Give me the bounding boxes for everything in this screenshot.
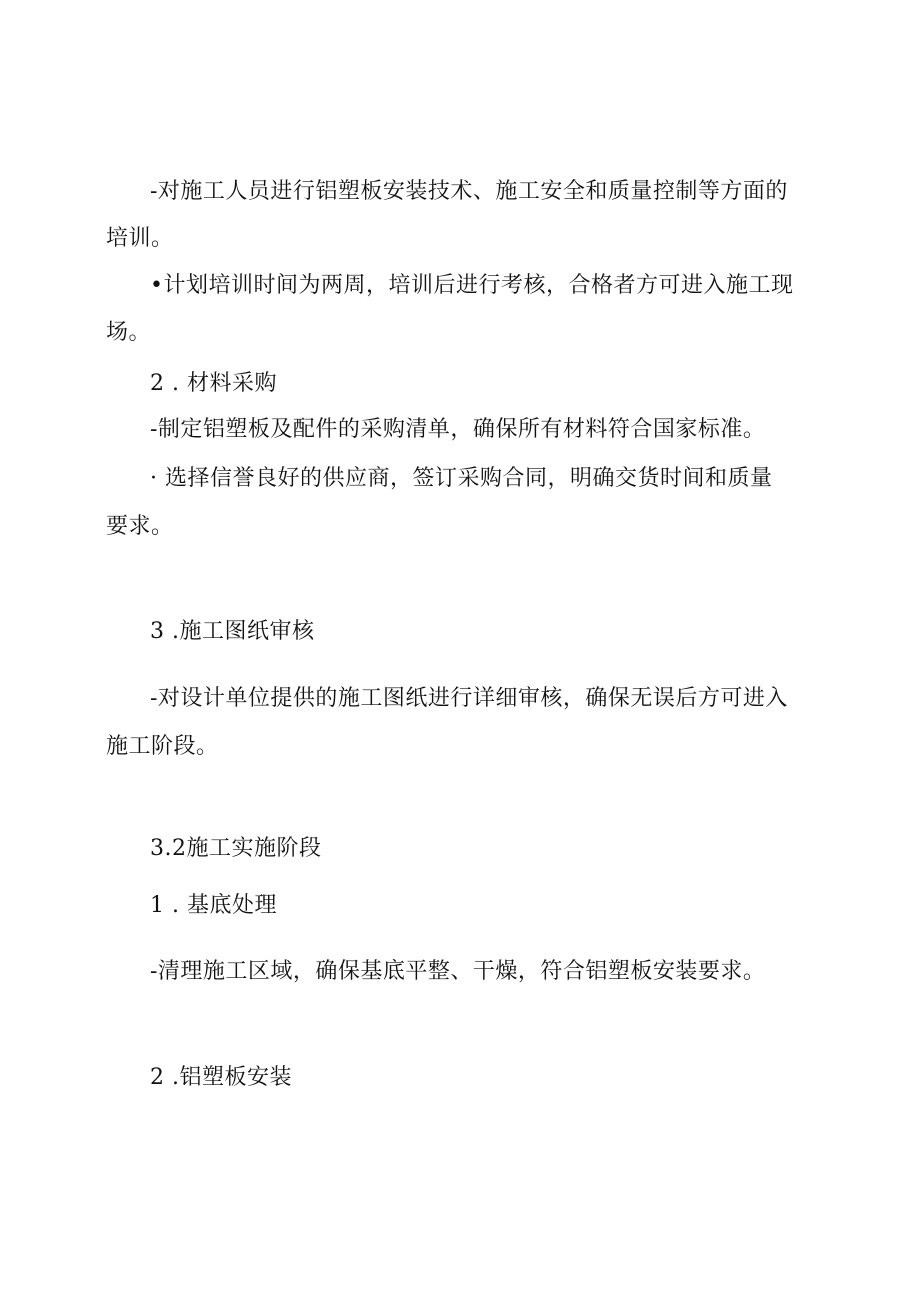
paragraph-procurement-list: -制定铝塑板及配件的采购清单，确保所有材料符合国家标准。: [150, 417, 766, 442]
heading-material-procurement: 2 . 材料采购: [150, 371, 277, 396]
heading-base-treatment: 1 . 基底处理: [150, 893, 277, 918]
heading-construction-phase: 3.2施工实施阶段: [150, 836, 322, 861]
heading-drawing-review: 3 .施工图纸审核: [150, 619, 315, 644]
paragraph-drawing-review-continued: 施工阶段。: [106, 734, 219, 759]
paragraph-training-content-continued: 培训。: [106, 226, 174, 251]
paragraph-drawing-review: -对设计单位提供的施工图纸进行详细审核，确保无误后方可进入: [150, 686, 788, 711]
paragraph-supplier-selection: · 选择信誉良好的供应商，签订采购合同，明确交货时间和质量: [150, 466, 773, 491]
paragraph-training-content: -对施工人员进行铝塑板安装技术、施工安全和质量控制等方面的: [150, 179, 788, 204]
heading-panel-installation: 2 .铝塑板安装: [150, 1065, 292, 1090]
paragraph-training-schedule: •计划培训时间为两周，培训后进行考核，合格者方可进入施工现: [150, 273, 794, 298]
paragraph-training-schedule-continued: 场。: [106, 320, 152, 345]
paragraph-base-treatment: -清理施工区域，确保基底平整、干燥，符合铝塑板安装要求。: [150, 959, 766, 984]
paragraph-supplier-selection-continued: 要求。: [106, 514, 174, 539]
